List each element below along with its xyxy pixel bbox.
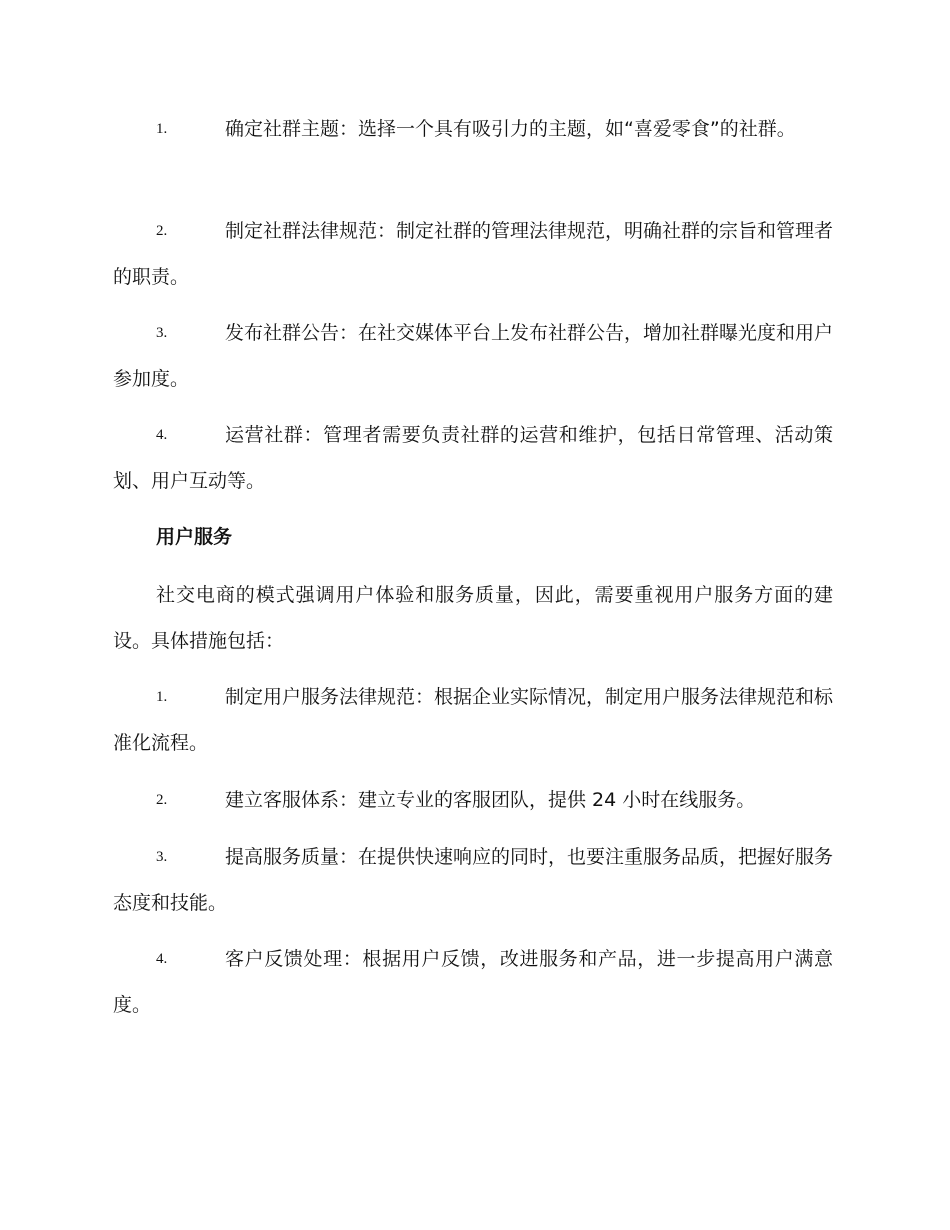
list-number: 2. [156, 792, 168, 808]
list-number: 4. [156, 951, 168, 967]
list-item [113, 674, 833, 766]
list-item-text: 制定社群法律规范：制定社群的管理法律规范，明确社群的宗旨和管理者的职责。 [113, 220, 834, 288]
list-number: 1. [156, 689, 168, 705]
list-item [113, 777, 833, 823]
list-item-text: 客户反馈处理：根据用户反馈，改进服务和产品，进一步提高用户满意度。 [113, 948, 833, 1016]
section-heading: 用户服务 [156, 526, 233, 548]
list-item [113, 936, 833, 1028]
list-item [113, 208, 833, 300]
intro-paragraph: 社交电商的模式强调用户体验和服务质量，因此，需要重视用户服务方面的建设。具体措施包括： [113, 584, 833, 652]
list-item-text: 建立客服体系：建立专业的客服团队，提供 24 小时在线服务。 [225, 789, 756, 811]
list-item-text: 确定社群主题：选择一个具有吸引力的主题，如“喜爱零食”的社群。 [225, 118, 796, 140]
list-item-text: 制定用户服务法律规范：根据企业实际情况，制定用户服务法律规范和标准化流程。 [113, 686, 834, 754]
list-item [113, 106, 833, 152]
list-number: 4. [156, 427, 168, 443]
list-number: 3. [156, 849, 168, 865]
list-item-text: 发布社群公告：在社交媒体平台上发布社群公告，增加社群曝光度和用户参加度。 [113, 322, 834, 390]
list-number: 3. [156, 325, 168, 341]
list-number: 2. [156, 223, 168, 239]
list-number: 1. [156, 121, 168, 137]
list-item [113, 834, 833, 926]
list-item-text: 提高服务质量：在提供快速响应的同时，也要注重服务品质，把握好服务态度和技能。 [113, 846, 834, 914]
list-item [113, 412, 833, 504]
list-item [113, 310, 833, 402]
list-item-text: 运营社群：管理者需要负责社群的运营和维护，包括日常管理、活动策划、用户互动等。 [113, 424, 833, 492]
